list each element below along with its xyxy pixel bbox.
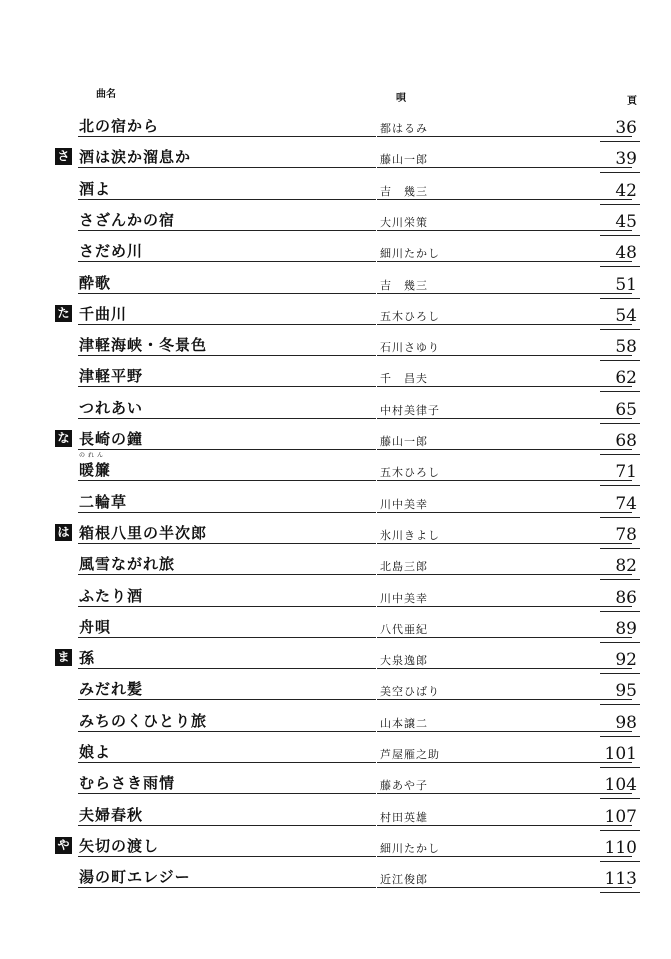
page-underline (600, 673, 640, 674)
page-number: 45 (615, 211, 637, 232)
singer-underline (377, 261, 632, 262)
page-number: 107 (604, 806, 637, 827)
singer-underline (377, 293, 632, 294)
singer-name: 近江俊郎 (380, 873, 428, 887)
singer-name: 千 昌夫 (380, 372, 428, 386)
page-underline (600, 767, 640, 768)
singer-name: 大泉逸郎 (380, 654, 428, 668)
singer-underline (377, 856, 632, 857)
title-underline (78, 418, 376, 419)
song-row (0, 550, 671, 581)
singer-underline (377, 793, 632, 794)
title-underline (78, 167, 376, 168)
song-row (0, 394, 671, 425)
page-number: 98 (615, 712, 637, 733)
page-underline (600, 611, 640, 612)
song-title: みちのくひとり旅 (79, 711, 208, 730)
kana-index-badge: ま (55, 649, 72, 666)
song-title: 暖簾 (79, 461, 112, 480)
page-underline (600, 861, 640, 862)
singer-underline (377, 731, 632, 732)
song-title: 矢切の渡し (79, 836, 160, 855)
page-number: 78 (615, 524, 637, 545)
kana-index-badge: さ (55, 148, 72, 165)
page-underline (600, 141, 640, 142)
title-underline (78, 731, 376, 732)
singer-underline (377, 543, 632, 544)
title-ruby: のれん (79, 452, 107, 460)
song-title: 千曲川 (79, 304, 128, 323)
song-title: 北の宿から (79, 117, 160, 135)
song-title: むらさき雨情 (79, 774, 176, 793)
title-underline (78, 699, 376, 700)
title-underline (78, 856, 376, 857)
page-number: 71 (615, 462, 637, 483)
song-row (0, 143, 671, 174)
page-number: 65 (615, 399, 637, 420)
singer-underline (377, 199, 632, 200)
song-row (0, 175, 671, 206)
song-row (0, 863, 671, 894)
title-underline (78, 230, 376, 231)
page-underline (600, 391, 640, 392)
song-row (0, 237, 671, 268)
title-underline (78, 606, 376, 607)
kana-index-badge: な (55, 430, 72, 447)
song-row (0, 738, 671, 769)
title-underline (78, 793, 376, 794)
title-underline (78, 825, 376, 826)
song-title: 酔歌 (79, 273, 112, 292)
singer-underline (377, 668, 632, 669)
page-number: 51 (615, 274, 637, 295)
page-underline (600, 172, 640, 173)
song-row (0, 488, 671, 519)
song-row (0, 519, 671, 550)
title-underline (78, 543, 376, 544)
page-number: 36 (615, 118, 637, 138)
page-underline (600, 642, 640, 643)
song-title: みだれ髪 (79, 680, 144, 699)
song-row (0, 769, 671, 800)
page-number: 95 (615, 681, 637, 702)
page-number: 86 (615, 587, 637, 608)
singer-underline (377, 606, 632, 607)
title-underline (78, 293, 376, 294)
song-title: さだめ川 (79, 242, 144, 261)
singer-name: 五木ひろし (380, 309, 440, 323)
song-title: 酒は涙か溜息か (79, 148, 192, 167)
page-number: 39 (615, 149, 637, 170)
page-number: 62 (615, 368, 637, 389)
singer-name: 川中美幸 (380, 497, 428, 511)
page-underline (600, 266, 640, 267)
song-row (0, 362, 671, 393)
singer-underline (377, 386, 632, 387)
singer-name: 石川さゆり (380, 341, 440, 355)
singer-underline (377, 762, 632, 763)
singer-underline (377, 324, 632, 325)
singer-name: 吉 幾三 (380, 278, 428, 292)
page-number: 42 (615, 180, 637, 201)
singer-name: 美空ひばり (380, 685, 440, 699)
title-underline (78, 355, 376, 356)
singer-name: 村田英雄 (380, 810, 428, 824)
singer-name: 細川たかし (380, 247, 440, 261)
title-underline (78, 261, 376, 262)
title-underline (78, 762, 376, 763)
page-number: 104 (604, 775, 637, 796)
song-row (0, 707, 671, 738)
title-underline (78, 637, 376, 638)
page-underline (600, 892, 640, 893)
title-underline (78, 324, 376, 325)
song-title: 娘よ (79, 743, 112, 761)
title-underline (78, 199, 376, 200)
singer-underline (377, 230, 632, 231)
singer-underline (377, 418, 632, 419)
title-underline (78, 574, 376, 575)
page-underline (600, 798, 640, 799)
page-underline (600, 548, 640, 549)
singer-name: 藤あや子 (380, 779, 428, 793)
page-number: 82 (615, 556, 637, 577)
kana-index-badge: は (55, 524, 72, 541)
song-title: 舟唄 (79, 617, 112, 636)
song-title: 湯の町エレジー (79, 868, 191, 887)
song-row (0, 644, 671, 675)
page-underline (600, 204, 640, 205)
column-header-singer: 唄 (396, 93, 406, 104)
singer-name: 中村美律子 (380, 403, 440, 417)
song-row (0, 206, 671, 237)
page-number: 54 (615, 305, 637, 326)
page-underline (600, 579, 640, 580)
singer-underline (377, 825, 632, 826)
title-underline (78, 512, 376, 513)
singer-name: 大川栄策 (380, 215, 428, 229)
singer-name: 川中美幸 (380, 591, 428, 605)
page-number: 74 (615, 493, 637, 514)
page-underline (600, 298, 640, 299)
page-underline (600, 704, 640, 705)
singer-underline (377, 699, 632, 700)
song-row (0, 801, 671, 832)
page-underline (600, 736, 640, 737)
song-title: 風雪ながれ旅 (79, 555, 176, 574)
page-underline (600, 485, 640, 486)
singer-name: 八代亜紀 (380, 622, 428, 636)
column-header-title: 曲名 (96, 89, 116, 100)
page-number: 113 (604, 869, 637, 890)
page-underline (600, 454, 640, 455)
song-row (0, 331, 671, 362)
singer-name: 藤山一郎 (380, 435, 428, 448)
singer-underline (377, 167, 632, 168)
singer-name: 細川たかし (380, 841, 440, 855)
singer-underline (377, 449, 632, 450)
page-underline (600, 830, 640, 831)
singer-underline (377, 887, 632, 888)
singer-underline (377, 355, 632, 356)
song-title: 津軽海峡・冬景色 (79, 336, 208, 355)
singer-name: 芦屋雁之助 (380, 748, 440, 761)
singer-underline (377, 512, 632, 513)
song-title: 夫婦春秋 (79, 805, 144, 824)
song-title: 孫 (79, 649, 96, 668)
song-row (0, 613, 671, 644)
song-title: ふたり酒 (79, 586, 144, 605)
page-underline (600, 517, 640, 518)
page-underline (600, 423, 640, 424)
song-row (0, 675, 671, 706)
singer-underline (377, 480, 632, 481)
page-underline (600, 235, 640, 236)
singer-underline (377, 136, 632, 137)
singer-underline (377, 637, 632, 638)
title-underline (78, 136, 376, 137)
song-row (0, 832, 671, 863)
page-number: 48 (615, 243, 637, 264)
singer-name: 都はるみ (380, 122, 428, 135)
title-underline (78, 449, 376, 450)
song-row (0, 112, 671, 143)
page-number: 92 (615, 650, 637, 671)
song-row (0, 582, 671, 613)
page-underline (600, 360, 640, 361)
singer-name: 氷川きよし (380, 528, 440, 542)
title-underline (78, 887, 376, 888)
singer-name: 五木ひろし (380, 466, 440, 480)
singer-name: 藤山一郎 (380, 153, 428, 167)
title-underline (78, 668, 376, 669)
page-number: 89 (615, 618, 637, 639)
singer-name: 山本譲二 (380, 716, 428, 730)
page-number: 68 (615, 431, 637, 451)
song-row (0, 452, 671, 487)
kana-index-badge: た (55, 305, 72, 322)
column-header-page: 頁 (627, 96, 637, 107)
song-title: 津軽平野 (79, 367, 144, 386)
page-number: 101 (604, 744, 637, 764)
singer-name: 吉 幾三 (380, 184, 428, 198)
singer-underline (377, 574, 632, 575)
page-number: 110 (604, 837, 637, 858)
singer-name: 北島三郎 (380, 560, 428, 574)
song-title: 箱根八里の半次郎 (79, 523, 208, 542)
page-underline (600, 329, 640, 330)
page-number: 58 (615, 337, 637, 358)
kana-index-badge: や (55, 837, 72, 854)
song-title: 酒よ (79, 179, 112, 198)
title-underline (78, 386, 376, 387)
title-underline (78, 480, 376, 481)
song-row (0, 269, 671, 300)
song-title: 長崎の鐘 (79, 430, 144, 448)
song-title: さざんかの宿 (79, 210, 176, 229)
song-title: つれあい (79, 398, 144, 417)
song-row (0, 300, 671, 331)
song-title: 二輪草 (79, 492, 128, 511)
